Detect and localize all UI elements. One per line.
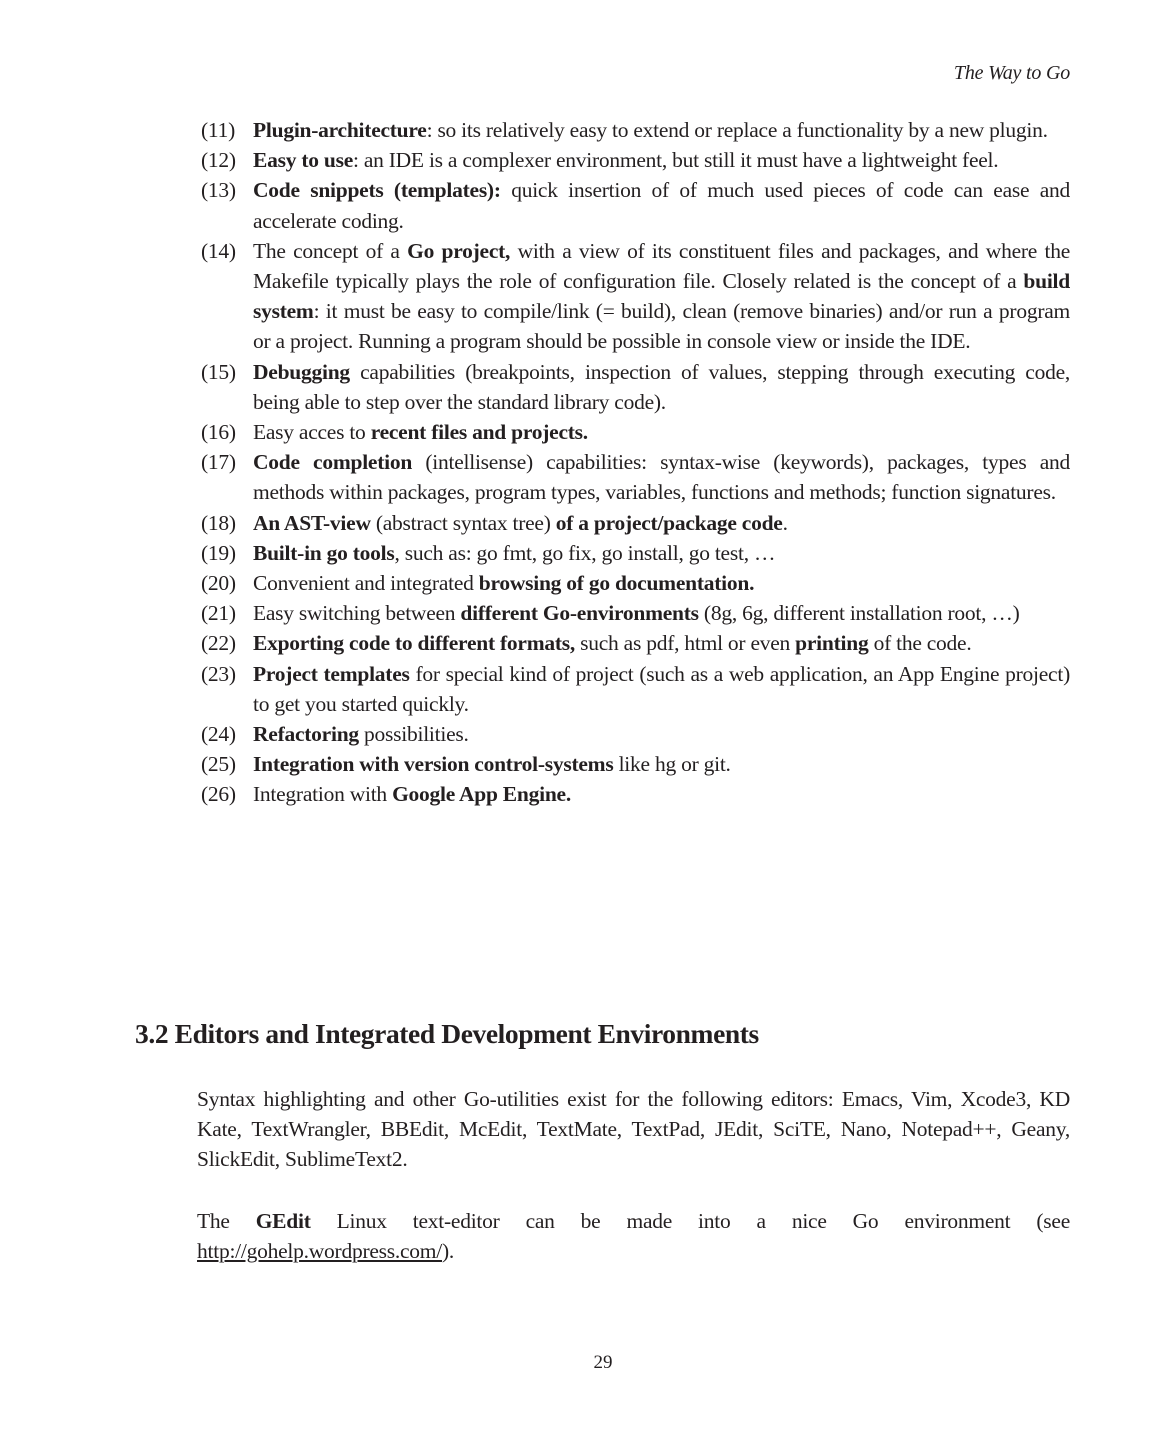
- list-item: [201, 598, 1070, 628]
- list-item: [201, 719, 1070, 749]
- item-text: An AST-view (abstract syntax tree) of a project/package code.: [253, 510, 788, 535]
- item-text: Built-in go tools, such as: go fmt, go fix, go install, go test, …: [253, 540, 776, 565]
- item-number: (22): [201, 631, 236, 656]
- item-text: Project templates for special kind of project (such as a web application, an App Engine project) to get you started quickly.: [253, 661, 1070, 716]
- item-number: (21): [201, 601, 236, 626]
- item-text: Exporting code to different formats, such as pdf, html or even printing of the code.: [253, 631, 972, 656]
- item-number: (14): [201, 238, 236, 263]
- item-number: (16): [201, 420, 236, 445]
- feature-list: [201, 115, 1070, 810]
- item-number: (25): [201, 752, 236, 777]
- gedit-paragraph: The GEdit Linux text-editor can be made into a nice Go environment (see http://gohelp.wordpress.com/).: [197, 1209, 1070, 1264]
- list-item: [201, 628, 1070, 658]
- list-item: [201, 508, 1070, 538]
- item-number: (19): [201, 540, 236, 565]
- item-number: (11): [201, 118, 236, 142]
- item-number: (20): [201, 571, 236, 596]
- item-number: (18): [201, 510, 236, 535]
- editors-paragraph: Syntax highlighting and other Go-utilities exist for the following editors: Emacs, Vim, Xcode3, KD Kate, TextWrangler, BBEdit, McEdit, TextMate, TextPad, JEdit, SciTE, Nano, Notepad++, Geany, SlickEdit, SublimeText2.: [197, 1087, 1070, 1172]
- list-item: [201, 779, 1070, 809]
- item-text: Integration with version control-systems like hg or git.: [253, 752, 731, 777]
- item-number: (23): [201, 661, 236, 686]
- item-number: (24): [201, 722, 236, 747]
- item-number: (26): [201, 782, 236, 807]
- item-number: (15): [201, 359, 236, 384]
- item-text: Debugging capabilities (breakpoints, inspection of values, stepping through executing code, being able to step over the standard library code).: [253, 359, 1070, 414]
- list-item: [201, 145, 1070, 175]
- item-text: The concept of a Go project, with a view of its constituent files and packages, and where the Makefile typically plays the role of configuration file. Closely related is the concept of a build system: it must be easy to compile/link (= build), clean (remove binaries) and/or run a program or a project. Running a program should be possible in console view or inside the IDE.: [253, 238, 1070, 354]
- list-item: [201, 538, 1070, 568]
- gedit-bold: GEdit: [255, 1209, 311, 1233]
- item-text: Code completion (intellisense) capabilities: syntax-wise (keywords), packages, types and methods within packages, program types, variables, functions and methods; function signatures.: [253, 450, 1070, 505]
- item-text: Easy acces to recent files and projects.: [253, 420, 588, 445]
- page-number: 29: [593, 1352, 613, 1373]
- item-text: Easy to use: an IDE is a complexer environment, but still it must have a lightweight feel.: [253, 148, 999, 173]
- item-text: Refactoring possibilities.: [253, 722, 469, 747]
- item-text: Code snippets (templates): quick insertion of of much used pieces of code can ease and accelerate coding.: [253, 178, 1070, 233]
- list-item: [201, 236, 1070, 357]
- list-item: [201, 357, 1070, 417]
- list-item: [201, 175, 1070, 235]
- item-number: (12): [201, 148, 236, 173]
- item-text: Easy switching between different Go-environments (8g, 6g, different installation root, …): [253, 601, 1020, 626]
- list-item: [201, 659, 1070, 719]
- item-text: Plugin-architecture: so its relatively easy to extend or replace a functionality by a new plugin.: [253, 118, 1048, 142]
- item-number: (13): [201, 178, 236, 203]
- gohelp-link[interactable]: http://gohelp.wordpress.com/: [197, 1239, 442, 1264]
- section-heading: 3.2 Editors and Integrated Development Environments: [135, 1018, 759, 1049]
- list-item: [201, 749, 1070, 779]
- item-text: Convenient and integrated browsing of go documentation.: [253, 571, 755, 596]
- item-number: (17): [201, 450, 236, 475]
- list-item: [201, 568, 1070, 598]
- list-item: [201, 447, 1070, 507]
- list-item: [201, 115, 1070, 145]
- item-text: Integration with Google App Engine.: [253, 782, 571, 807]
- running-header: The Way to Go: [953, 62, 1070, 84]
- list-item: [201, 417, 1070, 447]
